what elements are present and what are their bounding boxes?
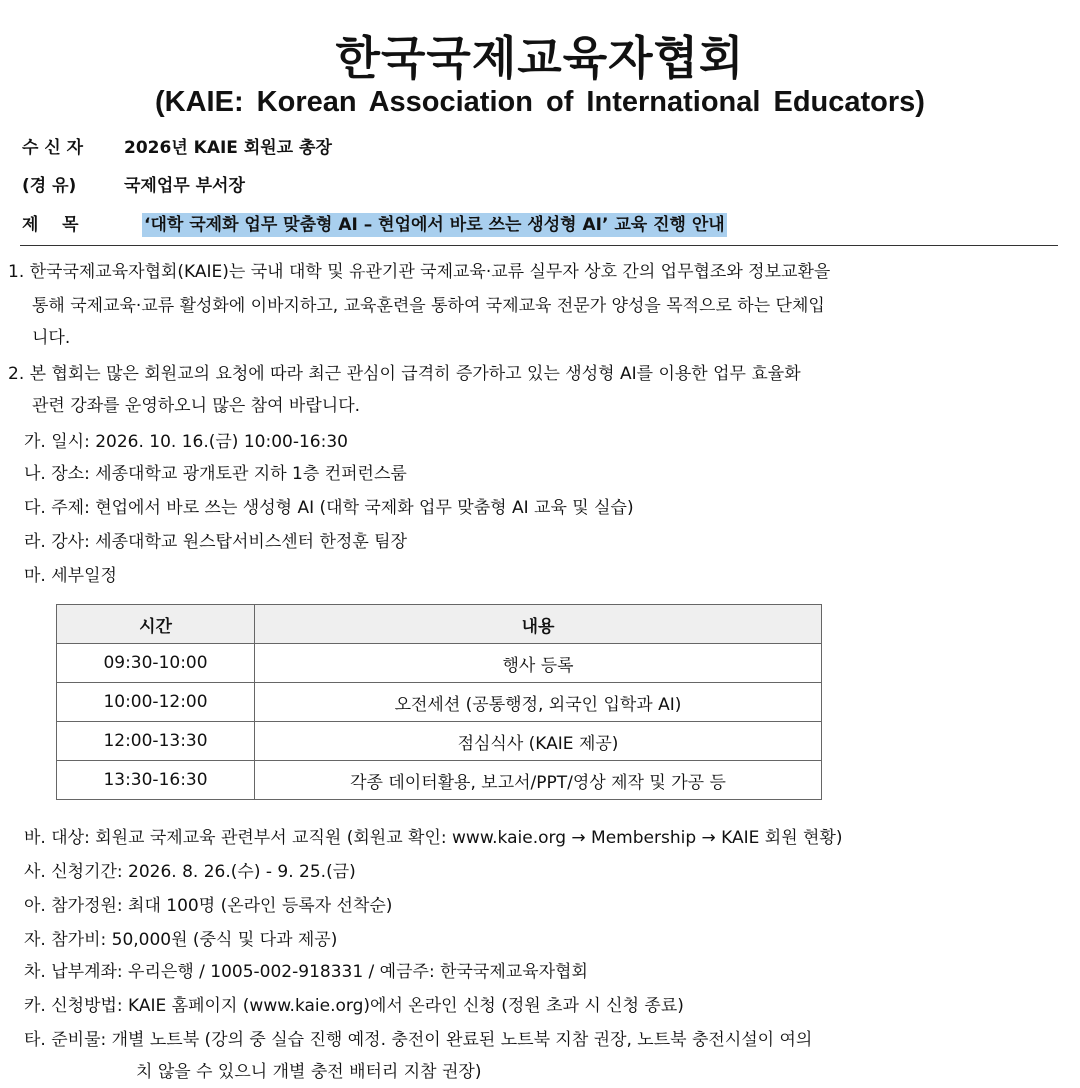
schedule-time: 10:00-12:00 [57, 683, 255, 722]
org-title: 한국국제교육자협회 [335, 31, 745, 85]
item-ma: 마. 세부일정 [24, 566, 117, 586]
org-subtitle: (KAIE: Korean Association of International Educators) [155, 86, 925, 118]
subject-row [22, 213, 725, 237]
recipient-value: 2026년 KAIE 회원교 총장 [124, 138, 332, 158]
schedule-table [56, 604, 822, 800]
schedule-content: 점심식사 (KAIE 제공) [255, 722, 822, 761]
para1-line3: 니다. [32, 328, 71, 348]
item-ba: 바. 대상: 회원교 국제교육 관련부서 교직원 (회원교 확인: www.kaie.org → Membership → KAIE 회원 현황) [24, 828, 843, 848]
item-ra: 라. 강사: 세종대학교 원스탑서비스센터 한정훈 팀장 [24, 532, 408, 552]
subject-label: 제 목 [22, 215, 79, 235]
schedule-header-time: 시간 [57, 605, 255, 644]
recipient-label: 수 신 자 [22, 138, 84, 158]
item-ga: 가. 일시: 2026. 10. 16.(금) 10:00-16:30 [24, 432, 348, 452]
schedule-time: 13:30-16:30 [57, 761, 255, 800]
subject-value: ‘대학 국제화 업무 맞춤형 AI – 현업에서 바로 쓰는 생성형 AI’ 교육 진행 안내 [144, 215, 725, 235]
schedule-content: 오전세션 (공통행정, 외국인 입학과 AI) [255, 683, 822, 722]
via-value: 국제업무 부서장 [124, 176, 245, 196]
table-row [57, 683, 822, 722]
item-ja: 자. 참가비: 50,000원 (중식 및 다과 제공) [24, 930, 338, 950]
para2-line2: 관련 강좌를 운영하오니 많은 참여 바랍니다. [32, 396, 361, 416]
para1-line1: 1. 한국국제교육자협회(KAIE)는 국내 대학 및 유관기관 국제교육·교류 실무자 상호 간의 업무협조와 정보교환을 [8, 262, 831, 282]
item-ta: 타. 준비물: 개별 노트북 (강의 중 실습 진행 예정. 충전이 완료된 노트북 지참 권장, 노트북 충전시설이 여의 [24, 1030, 813, 1050]
item-cha: 차. 납부계좌: 우리은행 / 1005-002-918331 / 예금주: 한국국제교육자협회 [24, 962, 588, 982]
schedule-header-row [57, 605, 822, 644]
recipient-row [22, 136, 332, 160]
schedule-header-content: 내용 [255, 605, 822, 644]
table-row [57, 644, 822, 683]
item-a: 아. 참가정원: 최대 100명 (온라인 등록자 선착순) [24, 896, 393, 916]
schedule-time: 12:00-13:30 [57, 722, 255, 761]
item-ka: 카. 신청방법: KAIE 홈페이지 (www.kaie.org)에서 온라인 신청 (정원 초과 시 신청 종료) [24, 996, 684, 1016]
table-row [57, 722, 822, 761]
item-da: 다. 주제: 현업에서 바로 쓰는 생성형 AI (대학 국제화 업무 맞춤형 AI 교육 및 실습) [24, 498, 634, 518]
para2-line1: 2. 본 협회는 많은 회원교의 요청에 따라 최근 관심이 급격히 증가하고 있는 생성형 AI를 이용한 업무 효율화 [8, 364, 801, 384]
item-na: 나. 장소: 세종대학교 광개토관 지하 1층 컨퍼런스룸 [24, 464, 407, 484]
item-ta-continued: 치 않을 수 있으니 개별 충전 배터리 지참 권장) [136, 1062, 482, 1082]
schedule-content: 행사 등록 [255, 644, 822, 683]
header-divider [20, 245, 1058, 246]
schedule-time: 09:30-10:00 [57, 644, 255, 683]
via-row [22, 174, 245, 198]
item-sa: 사. 신청기간: 2026. 8. 26.(수) - 9. 25.(금) [24, 862, 356, 882]
via-label: (경 유) [22, 176, 77, 196]
schedule-content: 각종 데이터활용, 보고서/PPT/영상 제작 및 가공 등 [255, 761, 822, 800]
table-row [57, 761, 822, 800]
para1-line2: 통해 국제교육·교류 활성화에 이바지하고, 교육훈련을 통하여 국제교육 전문가 양성을 목적으로 하는 단체입 [32, 296, 825, 316]
